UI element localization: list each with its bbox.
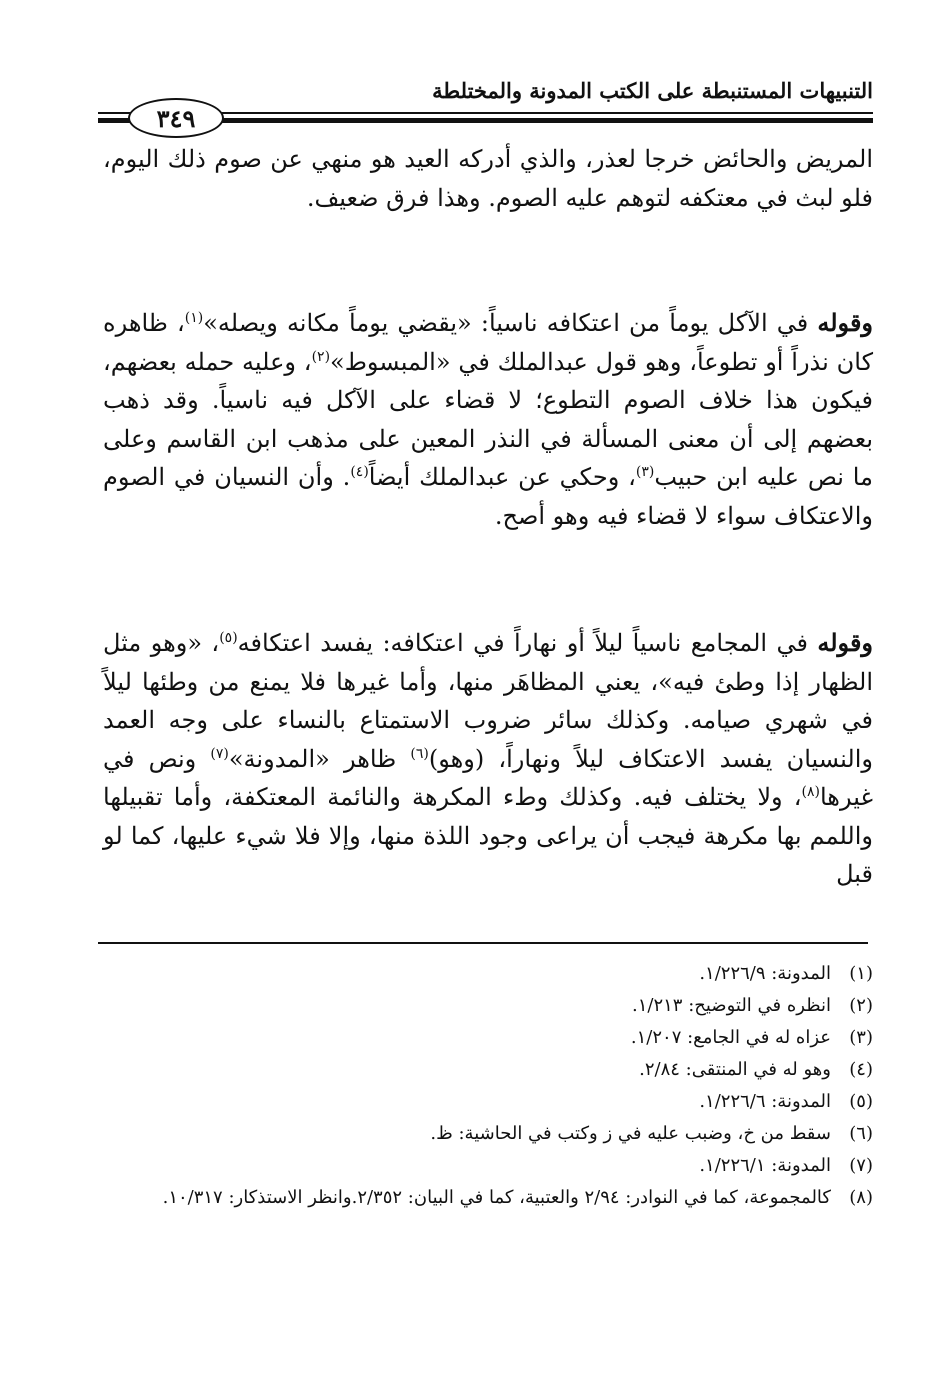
footnote-ref[interactable]: (٧) (210, 745, 229, 762)
footnote-item (83, 958, 873, 990)
page-number-badge (128, 98, 224, 138)
footnote-text: المدونة: ١/٢٢٦/٩. (699, 963, 831, 984)
page-number: ٣٤٩ (156, 103, 196, 133)
footnote-text: انظره في التوضيح: ١/٢١٣. (631, 995, 831, 1016)
paragraph-text: ، ظاهره كان نذراً أو تطوعاً، وهو قول عبدالملك في «المبسوط» (103, 309, 873, 376)
footnote-ref[interactable]: (٣) (635, 464, 655, 480)
paragraph-text: ، ولا يختلف فيه. وكذلك وطء المكرهة والنائمة المعتكفة، وأما تقبيلها واللمم بها مكرهة فيجب أن يراعى وجود اللذة منها، وإلا فلا شيء عليها، كما لو قبل (103, 783, 873, 888)
paragraph-text: في الآكل يوماً من اعتكافه ناسياً: «يقضي يوماً مكانه ويصله» (203, 309, 818, 337)
footnote-ref[interactable]: (٦) (410, 745, 429, 762)
footnote-text: المدونة: ١/٢٢٦/٦. (699, 1091, 831, 1112)
footnote-ref[interactable]: (٢) (311, 348, 331, 365)
footnote-ref[interactable]: (٥) (219, 630, 238, 646)
footnote-item (83, 1086, 873, 1118)
footnote-number: (٢) (849, 995, 873, 1016)
header-title: التنبيهات المستنبطة على الكتب المدونة والمختلطة (432, 78, 873, 103)
footnote-number: (٥) (849, 1091, 873, 1112)
footnote-separator (98, 942, 868, 944)
paragraph-text: ، وحكي عن عبدالملك أيضاً (368, 463, 636, 491)
footnotes-list (83, 958, 873, 1214)
footnote-number: (٤) (849, 1059, 873, 1080)
paragraph-lead: وقوله (817, 628, 873, 657)
footnote-number: (٣) (849, 1027, 873, 1048)
footnote-ref[interactable]: (٨) (801, 784, 820, 800)
footnote-text: كالمجموعة، كما في النوادر: ٢/٩٤ والعتبية، كما في البيان: ٢/٣٥٢.وانظر الاستذكار: ١٠/٣١٧. (162, 1187, 831, 1208)
footnote-ref[interactable]: (٤) (350, 464, 369, 480)
footnote-item (83, 1182, 873, 1214)
paragraph-text: في المجامع ناسياً ليلاً أو نهاراً في اعتكافه: يفسد اعتكافه (237, 629, 818, 657)
footnote-text: عزاه له في الجامع: ١/٢٠٧. (630, 1027, 831, 1048)
paragraph-text: ، وعليه حمله بعضهم، فيكون هذا خلاف الصوم التطوع؛ لا قضاء على الآكل فيه ناسياً. وقد ذهب بعضهم إلى أن معنى المسألة في النذر المعين على مذهب ابن القاسم وعلى ما نص عليه ابن حبيب (103, 347, 873, 491)
footnote-number: (٦) (849, 1123, 873, 1144)
footnote-text: المدونة: ١/٢٢٦/١. (699, 1155, 831, 1176)
paragraph-text: ونص في غيرها (103, 744, 873, 811)
footnote-item (83, 1118, 873, 1150)
footnote-number: (٧) (849, 1155, 873, 1176)
footnote-item (83, 990, 873, 1022)
paragraph-lead: وقوله (817, 308, 873, 337)
paragraph-text: . وأن النسيان في الصوم والاعتكاف سواء لا قضاء فيه وهو أصح. (103, 463, 873, 530)
paragraph-text: ظاهر «المدونة» (228, 744, 411, 773)
paragraph-text: ، «وهو مثل الظهار إذا وطئ فيه»، يعني المظاهَر منها، وأما غيرها فلا يمنع من وطئها ليلاً في شهري صيامه. وكذلك سائر ضروب الاستمتاع بالنساء على وجه العمد والنسيان يفسد الاعتكاف ليلاً ونهاراً، (وهو) (103, 629, 873, 773)
paragraph-3 (103, 624, 873, 894)
footnote-text: سقط من خ، وضبب عليه في ز وكتب في الحاشية: ظ. (430, 1123, 831, 1144)
paragraph-2 (103, 304, 873, 535)
footnote-item (83, 1054, 873, 1086)
footnote-number: (١) (849, 963, 873, 984)
paragraph-1: المريض والحائض خرجا لعذر، والذي أدركه العيد هو منهي عن صوم ذلك اليوم، فلو لبث في معتكفه لتوهم عليه الصوم. وهذا فرق ضعيف. (103, 145, 873, 212)
footnote-number: (٨) (849, 1187, 873, 1208)
footnote-item (83, 1022, 873, 1054)
footnote-ref[interactable]: (١) (184, 310, 204, 326)
footnote-item (83, 1150, 873, 1182)
footnote-text: وهو له في المنتقى: ٢/٨٤. (639, 1059, 831, 1080)
